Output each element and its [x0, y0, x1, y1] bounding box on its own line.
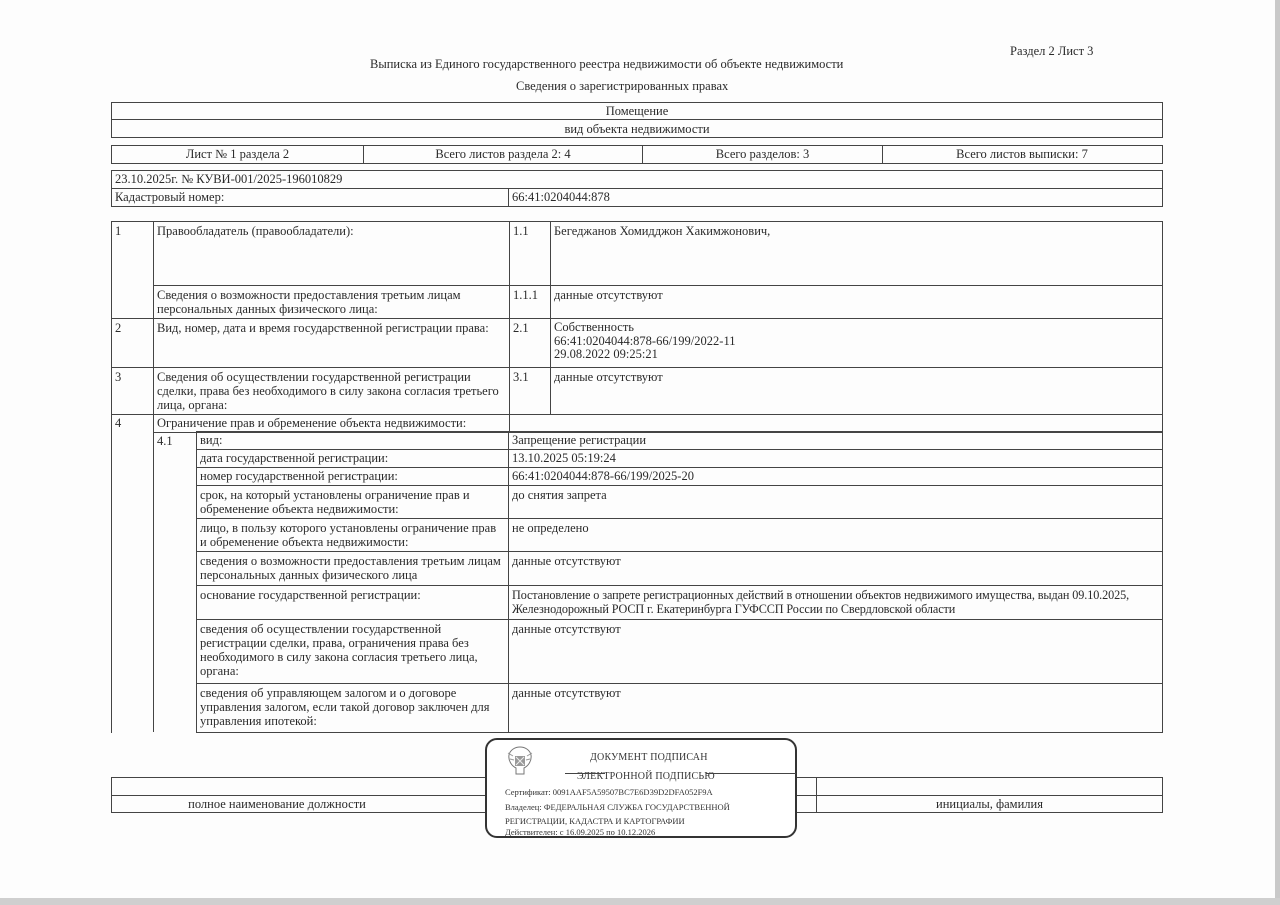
row-3-value: данные отсутствуют: [554, 370, 663, 384]
pledge-manager-value: данные отсутствуют: [512, 686, 621, 700]
row-3-sub: 3.1: [513, 370, 529, 384]
cadastral-label: Кадастровый номер:: [115, 190, 225, 204]
row-111-value: данные отсутствуют: [554, 288, 663, 302]
row-4-label: Ограничение прав и обременение объекта недвижимости:: [157, 416, 467, 430]
document-number-block: [111, 170, 1163, 207]
rightholder-name: Бегеджанов Хомидджон Хакимжонович,: [554, 224, 771, 238]
encumbrance-table: [196, 431, 1163, 733]
beneficiary-value: не определено: [512, 521, 589, 535]
row-2-sub: 2.1: [513, 321, 529, 335]
personal-data-label: сведения о возможности предоставления третьим лицам персональных данных физического лица: [200, 554, 501, 582]
row-1-label: Правообладатель (правообладатели):: [157, 224, 354, 238]
registration-number-label: номер государственной регистрации:: [200, 469, 398, 483]
stamp-line-2: ЭЛЕКТРОННОЙ ПОДПИСЬЮ: [577, 771, 715, 782]
page-reference: Раздел 2 Лист 3: [1010, 44, 1094, 58]
name-caption: инициалы, фамилия: [936, 797, 1043, 811]
registration-number-value: 66:41:0204044:878-66/199/2025-20: [512, 469, 694, 483]
stamp-owner-1: Владелец: ФЕДЕРАЛЬНАЯ СЛУЖБА ГОСУДАРСТВЕННОЙ: [505, 802, 730, 812]
row-1-number: 1: [115, 224, 122, 238]
stamp-certificate: Сертификат: 0091AAF5A59507BC7E6D39D2DFA052F9A: [505, 787, 713, 797]
row-2-number: 2: [115, 321, 122, 335]
row-3-number: 3: [115, 370, 122, 384]
row-2-label: Вид, номер, дата и время государственной регистрации права:: [157, 321, 489, 335]
term-value: до снятия запрета: [512, 488, 607, 502]
beneficiary-label: лицо, в пользу которого установлены ограничение прав и обременение объекта недвижимости:: [200, 521, 497, 549]
row-111-label: Сведения о возможности предоставления третьим лицам персональных данных физического лица:: [157, 288, 461, 316]
object-type: Помещение: [605, 104, 669, 118]
position-caption: полное наименование должности: [188, 797, 366, 811]
term-label: срок, на который установлены ограничение прав и обременение объекта недвижимости:: [200, 488, 470, 516]
right-registration-date: 29.08.2022 09:25:21: [554, 347, 658, 361]
document-title: Выписка из Единого государственного реестра недвижимости об объекте недвижимости: [370, 57, 844, 71]
stamp-line-1: ДОКУМЕНТ ПОДПИСАН: [590, 752, 708, 763]
sheets-in-section: Всего листов раздела 2: 4: [435, 147, 571, 161]
encumbrance-type-label: вид:: [200, 433, 223, 447]
coat-of-arms-icon: [505, 744, 535, 778]
sheet-info-row: [111, 145, 1163, 164]
sheets-total: Всего листов выписки: 7: [956, 147, 1088, 161]
sections-total: Всего разделов: 3: [715, 147, 810, 161]
document-subtitle: Сведения о зарегистрированных правах: [516, 79, 729, 93]
personal-data-value: данные отсутствуют: [512, 554, 621, 568]
electronic-signature-stamp: [485, 738, 797, 838]
registration-date-label: дата государственной регистрации:: [200, 451, 389, 465]
encumbrance-type-value: Запрещение регистрации: [512, 433, 647, 447]
object-type-block: [111, 102, 1163, 138]
row-4-number: 4: [115, 416, 122, 430]
row-1-sub: 1.1: [513, 224, 529, 238]
consent-label: сведения об осуществлении государственной регистрации сделки, права, ограничения права без необходимого в силу закона согласия третьего лица, органа:: [200, 622, 478, 678]
stamp-validity: Действителен: с 16.09.2025 по 10.12.2026: [505, 827, 656, 837]
row-111-sub: 1.1.1: [513, 288, 538, 302]
registration-date-value: 13.10.2025 05:19:24: [512, 451, 616, 465]
row-3-label: Сведения об осуществлении государственной регистрации сделки, права без необходимого в силу закона согласия третьего лица, органа:: [157, 370, 499, 412]
extract-number: 23.10.2025г. № КУВИ-001/2025-196010829: [115, 172, 343, 186]
stamp-owner-2: РЕГИСТРАЦИИ, КАДАСТРА И КАРТОГРАФИИ: [505, 816, 685, 826]
object-type-caption: вид объекта недвижимости: [564, 122, 710, 136]
consent-value: данные отсутствуют: [512, 622, 621, 636]
registration-basis-value: Постановление о запрете регистрационных действий в отношении объектов недвижимого имущества, выдан 09.10.2025, Железнодорожный РОСП г. Екатеринбурга ГУФССП России по Свердловской области: [512, 588, 1130, 616]
registration-basis-label: основание государственной регистрации:: [200, 588, 421, 602]
right-registration: [551, 319, 1161, 367]
stamp-guide-line: [706, 773, 796, 774]
cadastral-number: 66:41:0204044:878: [512, 190, 610, 204]
sheet-number: Лист № 1 раздела 2: [185, 147, 290, 161]
right-registration-number: 66:41:0204044:878-66/199/2022-11: [554, 333, 736, 348]
row-41-sub: 4.1: [157, 434, 173, 448]
pledge-manager-label: сведения об управляющем залогом и о договоре управления залогом, если такой договор заключен для управления ипотекой:: [200, 686, 490, 728]
page-edge-right: [1275, 0, 1280, 905]
page-edge-bottom: [0, 898, 1280, 905]
stamp-guide-line: [565, 773, 605, 774]
right-type: Собственность: [554, 320, 634, 334]
